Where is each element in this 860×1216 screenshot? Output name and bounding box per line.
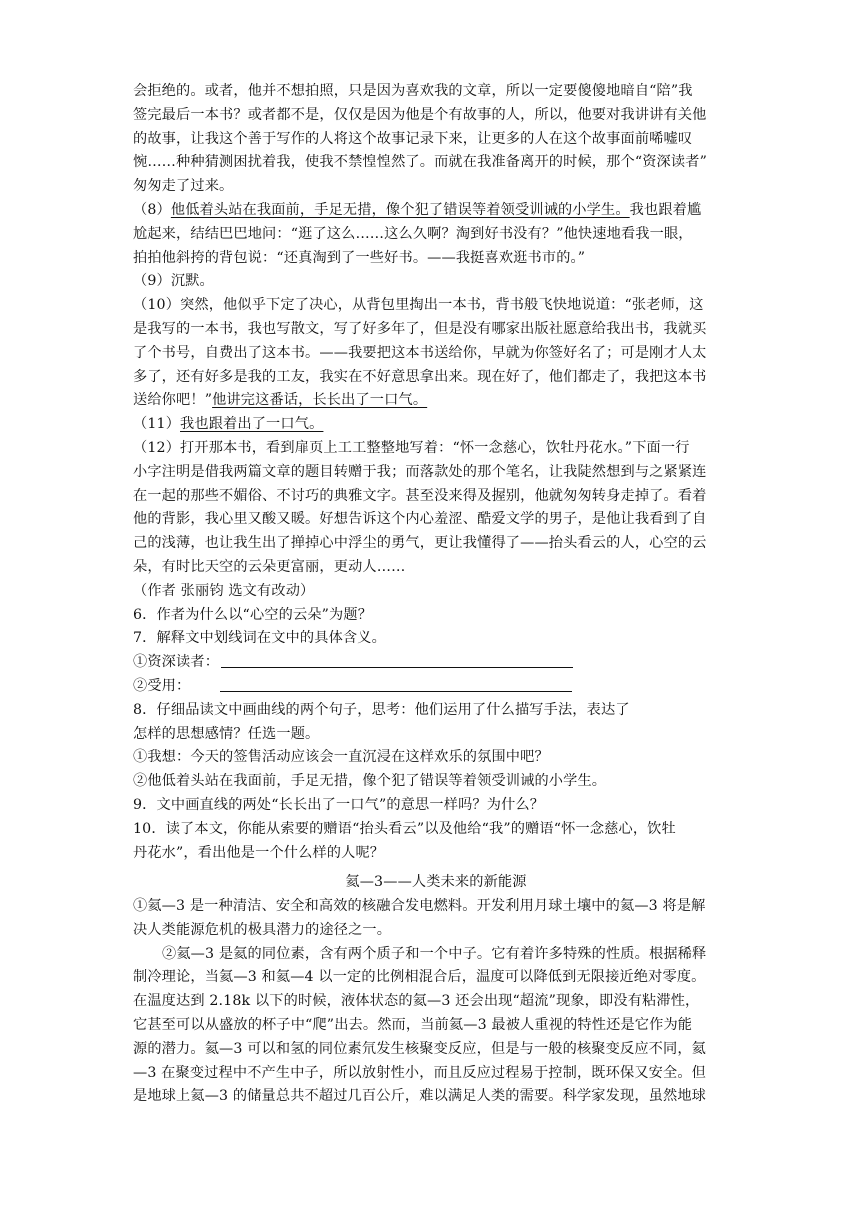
answer-blank[interactable] bbox=[221, 653, 573, 668]
question-10-line2: 丹花水”，看出他是一个什么样的人呢？ bbox=[133, 844, 385, 861]
paragraph-9: （9）沉默。 bbox=[133, 273, 214, 290]
paragraph-8-line bbox=[133, 199, 739, 223]
question-10-line1: 10．读了本文，你能从索要的赠语“抬头看云”以及他给“我”的赠语“怀一念慈心，饮牡 bbox=[133, 820, 676, 837]
question-8-line2: 怎样的思想感情？任选一题。 bbox=[133, 725, 320, 742]
question-7-b bbox=[133, 675, 739, 699]
article1-body bbox=[133, 80, 739, 865]
text-line: 是地球上氦—3 的储量总共不超过几百公斤，难以满足人类的需要。科学家发现，虽然地球 bbox=[133, 1088, 707, 1105]
text-line: ①氦—3 是一种清洁、安全和高效的核融合发电燃料。开发利用月球土壤中的氦—3 将是解 bbox=[133, 898, 706, 914]
text-line: 制冷理论，当氦—3 和氦—4 以一定的比例相混合后，温度可以降低到无限接近绝对零度。 bbox=[133, 969, 706, 986]
paragraph-number: （11） bbox=[133, 416, 181, 433]
underlined-sentence: 他低着头站在我面前，手足无措，像个犯了错误等着领受训诫的小学生。 bbox=[170, 201, 630, 218]
text-line: 签完最后一本书？或者都不是，仅仅是因为他是个有故事的人，所以，他要对我讲讲有关他 bbox=[133, 106, 707, 123]
paragraph-number: （8） bbox=[133, 201, 171, 218]
text-span: 我也跟着尴 bbox=[629, 201, 702, 218]
text-line: 在一起的那些不媚俗、不讨巧的典雅文字。甚至没来得及握别，他就匆匆转身走掉了。看着 bbox=[133, 487, 707, 504]
text-line: 决人类能源危机的极具潜力的途径之一。 bbox=[133, 921, 392, 938]
text-line: 多了，还有好多是我的工友，我实在不好意思拿出来。现在好了，他们都走了，我把这本书 bbox=[133, 368, 707, 385]
text-span: 送给你吧！” bbox=[133, 392, 213, 409]
text-line: 尬起来，结结巴巴地问：“逛了这么……这么久啊？淘到好书没有？”他快速地看我一眼， bbox=[133, 225, 693, 242]
underlined-sentence: 他讲完这番话，长长出了一口气。 bbox=[212, 392, 428, 409]
text-line: 他的背影，我心里又酸又暖。好想告诉这个内心羞涩、酷爱文学的男子，是他让我看到了自 bbox=[133, 511, 707, 528]
question-8-b: ②他低着头站在我面前，手足无措，像个犯了错误等着领受训诫的小学生。 bbox=[133, 773, 607, 790]
text-line: 朵，有时比天空的云朵更富丽，更动人…… bbox=[133, 558, 406, 575]
text-line: （12）打开那本书，看到扉页上工工整整地写着：“怀一念慈心，饮牡丹花水。”下面一行 bbox=[133, 439, 690, 456]
paragraph-10-last-line bbox=[133, 389, 739, 413]
answer-blank[interactable] bbox=[220, 677, 572, 692]
question-label: ①资深读者： bbox=[133, 654, 220, 671]
underlined-sentence: 我也跟着出了一口气。 bbox=[180, 416, 324, 433]
question-label: ②受用： bbox=[133, 677, 191, 694]
question-7-a bbox=[133, 651, 739, 675]
paragraph-11 bbox=[133, 413, 739, 437]
text-line: —3 在聚变过程中不产生中子，所以放射性小，而且反应过程易于控制，既环保又安全。但 bbox=[133, 1064, 707, 1081]
text-line: 它甚至可以从盛放的杯子中“爬”出去。然而，当前氦—3 最被人重视的特性还是它作为能 bbox=[133, 1016, 693, 1033]
article2-title: 氦—3——人类未来的新能源 bbox=[345, 874, 527, 890]
text-line: 了个书号，自费出了这本书。——我要把这本书送给你，早就为你签好名了；可是刚才人太 bbox=[133, 344, 707, 361]
text-line: 的故事，让我这个善于写作的人将这个故事记录下来，让更多的人在这个故事面前唏嘘叹 bbox=[133, 130, 693, 147]
question-9: 9．文中画直线的两处“长长出了一口气”的意思一样吗？为什么？ bbox=[133, 796, 545, 813]
text-line: 己的浅薄，也让我生出了掸掉心中浮尘的勇气，更让我懂得了——抬头看云的人，心空的云 bbox=[133, 535, 707, 552]
question-8-a: ①我想：今天的签售活动应该会一直沉浸在这样欢乐的氛围中吧？ bbox=[133, 749, 549, 766]
source-note: （作者 张丽钧 选文有改动） bbox=[133, 582, 315, 599]
text-line: ②氦—3 是氦的同位素，含有两个质子和一个中子。它有着许多特殊的性质。根据稀释 bbox=[162, 945, 707, 962]
question-8-line1: 8．仔细品读文中画曲线的两个句子，思考：他们运用了什么描写手法，表达了 bbox=[133, 701, 630, 718]
question-7: 7．解释文中划线词在文中的具体含义。 bbox=[133, 630, 386, 647]
text-line: 在温度达到 2.18k 以下的时候，液体状态的氦—3 还会出现“超流”现象，即没有粘滞性， bbox=[133, 993, 700, 1010]
text-line: 小字注明是借我两篇文章的题目转赠于我；而落款处的那个笔名，让我陡然想到与之紧紧连 bbox=[133, 463, 707, 480]
text-line: 匆匆走了过来。 bbox=[133, 178, 234, 195]
text-line: 拍拍他斜挎的背包说：“还真淘到了一些好书。——我挺喜欢逛书市的。” bbox=[133, 249, 586, 266]
text-line: 会拒绝的。或者，他并不想拍照，只是因为喜欢我的文章，所以一定要傻傻地暗自“陪”我 bbox=[133, 83, 693, 99]
text-line: 源的潜力。氦—3 可以和氢的同位素氘发生核聚变反应，但是与一般的核聚变反应不同，氦 bbox=[133, 1040, 707, 1057]
text-line: （10）突然，他似乎下定了决心，从背包里掏出一本书，背书般飞快地说道：“张老师，这 bbox=[133, 297, 704, 314]
article2-body bbox=[133, 895, 739, 1109]
text-line: 是我写的一本书，我也写散文，写了好多年了，但是没有哪家出版社愿意给我出书，我就买 bbox=[133, 320, 707, 337]
text-line: 惋……种种猜测困扰着我，使我不禁惶惶然了。而就在我准备离开的时候，那个“资深读者” bbox=[133, 154, 707, 171]
question-6: 6．作者为什么以“心空的云朵”为题？ bbox=[133, 606, 373, 623]
